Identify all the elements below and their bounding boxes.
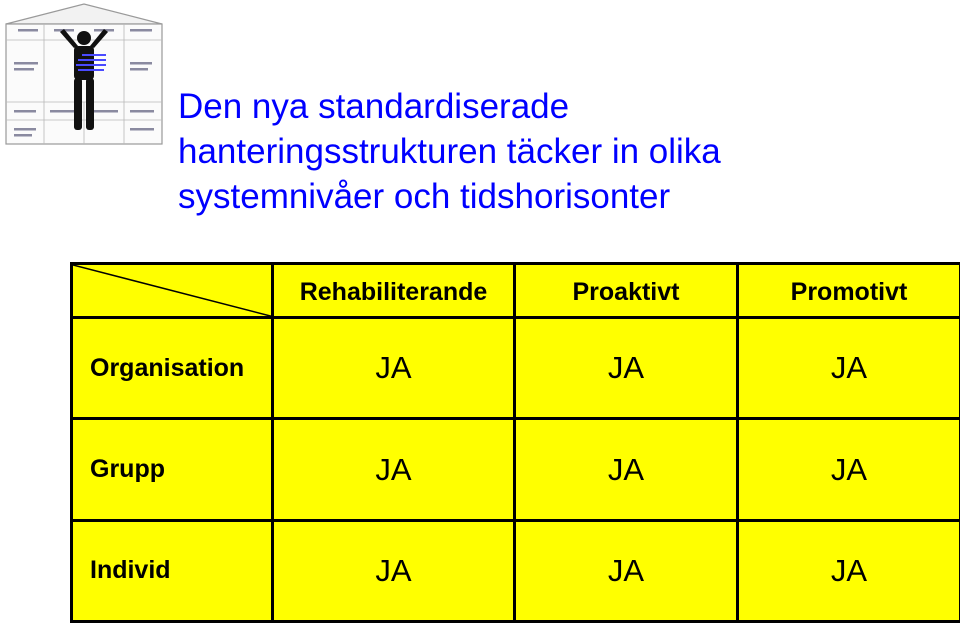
row-label-organisation: Organisation xyxy=(72,318,273,419)
row-label-individ: Individ xyxy=(72,520,273,621)
table-cell: JA xyxy=(738,520,960,621)
table-cell: JA xyxy=(515,520,738,621)
matrix-table xyxy=(70,262,960,623)
column-header-rehabiliterande: Rehabiliterande xyxy=(273,264,515,318)
table-row xyxy=(72,318,960,419)
table-row xyxy=(72,419,960,520)
logo xyxy=(4,2,164,145)
table-row xyxy=(72,520,960,621)
table-cell: JA xyxy=(738,318,960,419)
table-cell: JA xyxy=(515,318,738,419)
title-line-3: systemnivåer och tidshorisonter xyxy=(178,177,671,216)
header-row xyxy=(72,264,960,318)
row-label-grupp: Grupp xyxy=(72,419,273,520)
diagonal-line xyxy=(73,265,271,316)
title-line-1: Den nya standardiserade xyxy=(178,87,570,126)
table-cell: JA xyxy=(273,520,515,621)
table-cell: JA xyxy=(738,419,960,520)
table-cell: JA xyxy=(273,318,515,419)
table-cell: JA xyxy=(273,419,515,520)
page-title xyxy=(178,84,938,219)
house-with-figure-icon xyxy=(4,2,164,145)
title-line-2: hanteringsstrukturen täcker in olika xyxy=(178,132,721,171)
column-header-promotivt: Promotivt xyxy=(738,264,960,318)
column-header-proaktivt: Proaktivt xyxy=(515,264,738,318)
corner-cell xyxy=(72,264,273,318)
table-cell: JA xyxy=(515,419,738,520)
